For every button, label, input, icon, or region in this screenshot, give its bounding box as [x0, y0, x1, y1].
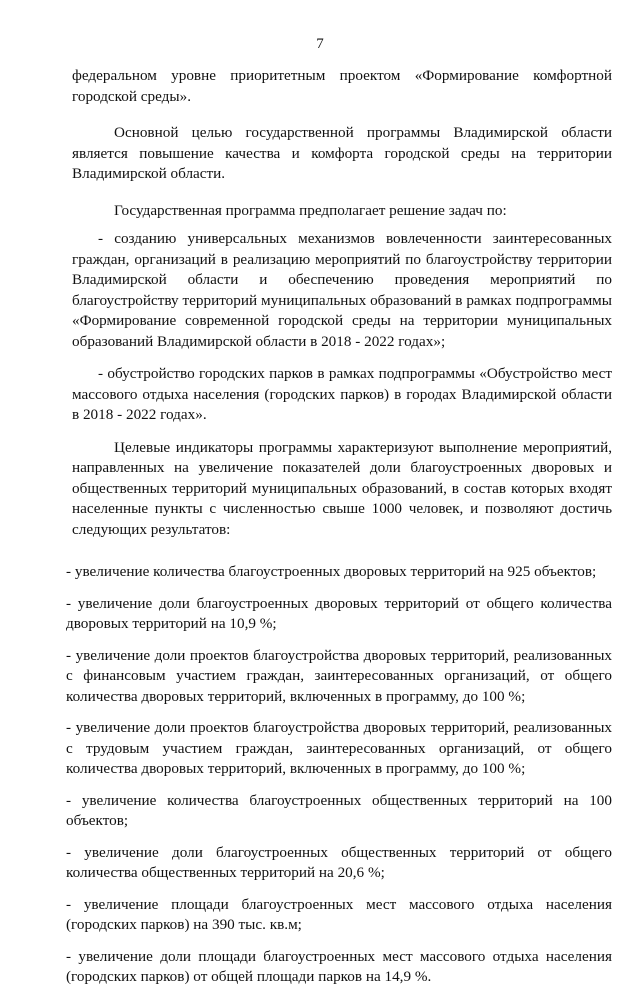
- task-item-1: - созданию универсальных механизмов вовлеченности заинтересованных граждан, организаций в реализацию мероприятий по благоустройству территории Владимирской области и обеспечению проведения мероприятий по благоустройству территорий муниципальных образований в рамках подпрограммы «Формирование современной городской среды на территории муниципальных образований Владимирской области в 2018 - 2022 годах»;: [72, 230, 612, 350]
- result-item-4: - увеличение доли проектов благоустройства дворовых территорий, реализованных с трудовым участием граждан, заинтересованных организаций, от общего количества дворовых территорий, включенных в программу, до 100 %;: [66, 719, 612, 777]
- result-item-6: - увеличение доли благоустроенных общественных территорий от общего количества общественных территорий на 20,6 %;: [66, 843, 612, 881]
- page-number: 7: [316, 36, 324, 52]
- paragraph-continuation: федеральном уровне приоритетным проектом «Формирование комфортной городской среды».: [72, 67, 612, 105]
- result-item-5: - увеличение количества благоустроенных общественных территорий на 100 объектов;: [66, 791, 612, 829]
- task-item-2: - обустройство городских парков в рамках подпрограммы «Обустройство мест массового отдыха населения (городских парков) в городах Владимирской области в 2018 - 2022 годах».: [72, 365, 612, 423]
- result-item-2: - увеличение доли благоустроенных дворовых территорий от общего количества дворовых территорий на 10,9 %;: [66, 594, 612, 632]
- result-item-8: - увеличение доли площади благоустроенных мест массового отдыха населения (городских парков) от общей площади парков на 14,9 %.: [66, 947, 612, 985]
- result-item-1: - увеличение количества благоустроенных дворовых территорий на 925 объектов;: [66, 563, 597, 580]
- paragraph-tasks-intro: Государственная программа предполагает решение задач по:: [114, 201, 507, 219]
- paragraph-main-goal: Основной целью государственной программы Владимирской области является повышение качества и комфорта городской среды на территории Владимирской области.: [72, 124, 612, 182]
- paragraph-indicators: Целевые индикаторы программы характеризуют выполнение мероприятий, направленных на увеличение показателей доли благоустроенных дворовых и общественных территорий муниципальных образований, в состав которых входят населенные пункты с численностью свыше 1000 человек, и позволяют достичь следующих результатов:: [72, 438, 612, 538]
- result-item-7: - увеличение площади благоустроенных мест массового отдыха населения (городских парков) на 390 тыс. кв.м;: [66, 895, 612, 933]
- document-body: [66, 66, 612, 999]
- result-item-3: - увеличение доли проектов благоустройства дворовых территорий, реализованных с финансовым участием граждан, заинтересованных организаций, от общего количества дворовых территорий, включенных в программу, до 100 %;: [66, 646, 612, 705]
